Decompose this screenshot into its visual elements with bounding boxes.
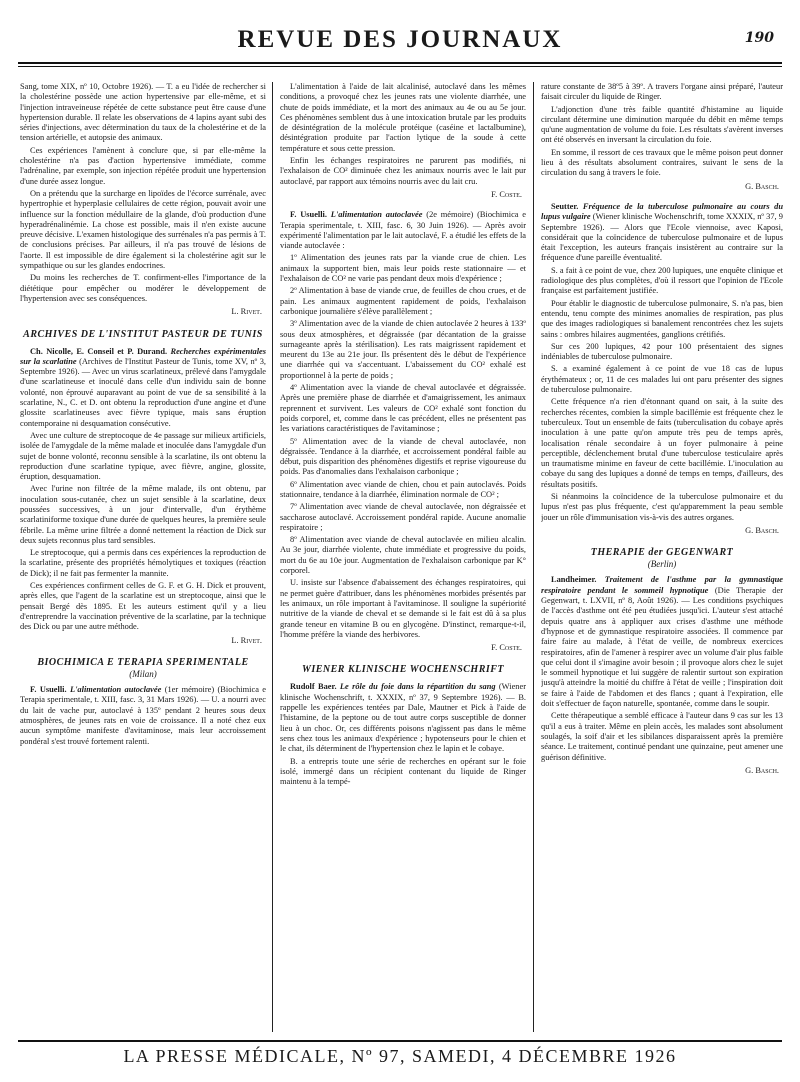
article-title: Fréquence de la tuberculose pulmonaire au cours du lupus vulgaire bbox=[541, 201, 783, 222]
article-title: Le rôle du foie dans la répartition du sang bbox=[339, 682, 496, 692]
signature: L. Rivet. bbox=[231, 635, 262, 645]
paragraph: L'alimentation à l'aide de lait alcalinisé, autoclavé dans les mêmes conditions, a provoqué chez les jeunes rats une violente diarrhée, une chute de poids immédiate, et la mort des animaux au 4e ou au 5e jour. Ces phénomènes semblent dus à une intoxication brutale par les produits de désintégration de la molécule protéique (caséine et lactalbumine), désintégration produite par l'action lytique de la soude à cette température et sous cette pression. bbox=[280, 82, 526, 153]
article-title: L'alimentation autoclavée bbox=[69, 685, 162, 695]
paragraph: Cette thérapeutique a semblé efficace à l'auteur dans 9 cas sur les 13 qu'il a eus à traiter. Même en plein accès, les malades sont absolument soulagés, la soif d'air et les sibilances disparaissent après la première séance. Le traitement, continué pendant une quinzaine, peut amener une guérison définitive. bbox=[541, 711, 783, 762]
column-left bbox=[20, 82, 266, 1032]
signature: G. Basch. bbox=[745, 765, 779, 775]
paragraph: Ces expériences confirment celles de G. F. et G. H. Dick et prouvent, après elles, que l'agent de la scarlatine est un streptocoque, ainsi que le pensait Bergé dès 1895. Et les auteurs estiment qu'il y a lieu d'entreprendre la vaccination préventive de la scarlatine, par la technique des Dick ou par une autre méthode. bbox=[20, 581, 266, 632]
list-item: 7º Alimentation avec viande de cheval autoclavée, non dégraissée et saccharose autoclavé. Accroissement pondéral rapide. Aucune anomalie respiratoire ; bbox=[280, 502, 526, 532]
paragraph: B. a entrepris toute une série de recherches en opérant sur le foie isolé, immergé dans un récipient contenant du liquide de Ringer maintenu à la tempé- bbox=[280, 756, 526, 787]
section-heading: BIOCHIMICA E TERAPIA SPERIMENTALE bbox=[37, 656, 249, 668]
paragraph: Cette fréquence n'a rien d'étonnant quand on sait, à la suite des recherches récentes, combien la simple bacillémie est fréquente chez le tuberculeux. Tout un ensemble de faits (tuberculisation du cobaye après inoculation à une patte qu'on ampute très peu de temps après, localisation rénale secondaire à un foyer pulmonaire à peine perceptible, déclenchement brutal d'une tuberculose testiculaire après un traumatisme minime en faveur de cette bacillémie. L'inoculation au cobaye du sang des lupiques a donné de temps en temps, d'ailleurs, des résultats positifs. bbox=[541, 397, 783, 489]
column-middle bbox=[280, 82, 526, 1032]
article-title: L'alimentation autoclavée bbox=[330, 210, 423, 220]
paragraph: Enfin les échanges respiratoires ne parurent pas modifiés, ni l'exhalaison de CO² diminuée chez les animaux nourris avec le lait pur autoclavé, par rapport aux témoins nourris avec du lait cru. bbox=[280, 156, 526, 186]
section-subheading: (Berlin) bbox=[647, 559, 677, 570]
header-rule-thin bbox=[18, 66, 782, 67]
list-item: 5º Alimentation avec de la viande de cheval autoclavée, non dégraissée. Tendance à la diarrhée, et accroissement pondéral faible au début, puis disparition des phénomènes digestifs et reprise vigoureuse du poids. Pas d'anomalies dans l'exhalaison carbonique ; bbox=[280, 436, 526, 477]
paragraph: Avec l'urine non filtrée de la même malade, ils ont obtenu, par inoculation sous-cutanée, chez un sujet sensible à la scarlatine, deux poussées successives, à un jour d'intervalle, d'un érythème scarlatiniforme toxique d'une durée de quelques heures, la première seule fébrile. La même urine filtrée a donné nettement la réaction de Dick sur deux sujets reconnus plus tard sensibles. bbox=[20, 484, 266, 545]
signature: G. Basch. bbox=[745, 181, 779, 191]
page-header bbox=[18, 20, 782, 70]
list-item: 2º Alimentation à base de viande crue, de feuilles de chou crues, et de pain. Les animaux augmentent rapidement de poids, l'exhalaison carbonique journalière s'élève parallèlement ; bbox=[280, 286, 526, 316]
article-title: Traitement de l'asthme par la gymnastique respiratoire pendant le sommeil hypnotique bbox=[541, 575, 783, 595]
paragraph: L'adjonction d'une très faible quantité d'histamine au liquide circulant détermine une diminution marquée du débit en même temps qu'une augmentation de volume du foie. Les résultats s'avèrent inverses ont été observés en inversant la circulation du foie. bbox=[541, 104, 783, 145]
page-footer bbox=[18, 1040, 782, 1074]
signature: L. Rivet. bbox=[231, 307, 262, 317]
paragraph: S. a fait à ce point de vue, chez 200 lupiques, une enquête clinique et radiologique des plus complètes, d'où il ressort que l'opinion de l'Ecole française est parfaitement justifiée. bbox=[541, 265, 783, 296]
paragraph: On a prétendu que la surcharge en lipoïdes de l'écorce surrénale, avec hypertrophie et hyperplasie cellulaires de cette région, pouvait avoir une influence sur la fonction médullaire de la glande, d'où production d'une hyperadrénalinémie. La chose est possible, mais il n'en existe aucune preuve décisive. L'examen histologique des surrénales n'a pas permis à T. de conclusions précises. Par ailleurs, il n'a pas trouvé de lésions de l'aorte. Il est impossible de dire également si la cholestérine agit sur le sympathique ou sur les glandes endocrines. bbox=[20, 188, 266, 271]
list-item: 6º Alimentation avec viande de chien, chou et pain autoclavés. Poids stationnaire, tendance à la diarrhée, élimination normale de CO² ; bbox=[280, 479, 526, 499]
paragraph: Pour établir le diagnostic de tuberculose pulmonaire, S. n'a pas, bien entendu, tenu compte des minimes anomalies de respiration, pas plus que des images radiologiques si banalement rencontrées chez les sujets sains : ombres hilaires augmentées, ganglions crétifiés. bbox=[541, 298, 783, 339]
paragraph: Si néanmoins la coïncidence de la tuberculose pulmonaire et du lupus n'est pas plus fréquente, c'est qu'apparemment la peau semble jouer un rôle d'immunisation vis-à-vis des autres organes. bbox=[541, 491, 783, 522]
article-text: (Archives de l'Institut Pasteur de Tunis, tome XV, nº 3, Septembre 1926). — Avec un virus scarlatineux, prélevé dans l'amygdale d'une scarlatineuse et inoculé dans celle d'un individu sain de bonne volonté, non éprouvé auparavant au point de vue de sa sensibilité à la scarlatine, N., C. et D. ont obtenu la reproduction d'une angine et d'une glossite scarlatineuses avec fièvre typique, mais sans éruption contemporaine ni desquamation consécutive. bbox=[20, 356, 266, 428]
paragraph: Ces expériences l'amènent à conclure que, si par elle-même la cholestérine n'a pas d'action hypertensive immédiate, comme l'adrénaline, par exemple, son injection répétée produit une hypertension d'une durée assez longue. bbox=[20, 145, 266, 186]
paragraph: Sang, tome XIX, nº 10, Octobre 1926). — T. a eu l'idée de rechercher si la cholestérine possède une action hypertensive par elle-même, et si l'injection intraveineuse répétée de cette substance peut être cause d'une hypertension durable. Il relate les observations de 4 lapins ayant subi des séries d'injections, avec détermination du taux de la cholestérine et de la tension artérielle, et autopsie des animaux. bbox=[20, 82, 266, 143]
article-text: (1er mémoire) (Biochimica e Terapia sperimentale, t. XIII, fasc. 3, 31 Mars 1926). — U. a nourri avec du lait de vache pur, autoclavé à 135º pendant 2 heures sous deux atmosphères, de jeunes rats en voie de croissance. Il a noté chez eux aucun symptôme manifeste d'avitaminose, mais leur accroissement pondéral s'est trouvé fortement ralenti. bbox=[20, 685, 266, 746]
article-author: F. Usuelli. bbox=[290, 210, 327, 220]
footer-rule bbox=[18, 1040, 782, 1042]
paragraph: S. a examiné également à ce point de vue 18 cas de lupus érythémateux ; or, 11 de ces malades lui ont paru présenter des signes de tuberculose pulmonaire. bbox=[541, 364, 783, 395]
article-text: (Wiener klinische Wochenschrift, t. XXXIX, nº 37, 9 Septembre 1926). — B. rappelle les expériences tentées par Dale, Mautner et Pick à l'aide de l'histamine, de la peptone ou de tout autre corps susceptible de donner lieu à un choc. Or, ces différents poisons n'agissent pas dans le même sens chez tous les animaux d'expérience ; hypotenseurs pour le chien et le chat, ils déterminent de l'hypertension chez le lapin et le cobaye. bbox=[280, 682, 526, 754]
signature: F. Coste. bbox=[491, 189, 522, 199]
paragraph: rature constante de 38º5 à 39º. A travers l'organe ainsi préparé, l'auteur faisait circuler du liquide de Ringer. bbox=[541, 82, 783, 102]
article-text: (Die Therapie der Gegenwart, t. LXVII, nº 8, Août 1926). — Les conditions psychiques de l'accès d'asthme ont été peu étudiées jusqu'ici. L'auteur s'est attaché depuis quatre ans à appliquer aux crises d'asthme une méthode d'hypnose et de gymnastique respiratoire associées. Il commence par faire faire au malade, à l'état de veille, de nombreux exercices respiratoires, afin de l'amener à respirer avec un volume d'air plus faible que celui dont il s'imagine avoir besoin ; il provoque alors chez le sujet le sommeil hypnotique et lui suggère de ralentir surtout son expiration jusqu'à atteindre la moitié du chiffre à l'état de veille ; l'inspiration doit se faire à l'aide de l'abdomen et des flancs ; quant à l'expiration, elle doit s'effectuer de façon naturelle, spontanée, comme dans le soupir. bbox=[541, 585, 783, 709]
paragraph: U. insiste sur l'absence d'abaissement des échanges respiratoires, qui ne permet guère d'attribuer, dans les phénomènes morbides présentés par les animaux, un rôle important à l'avitaminose. Il souligne la supériorité nutritive de la viande de cheval et se demande si le fait est dû à sa plus grande teneur en vitamine B ou en glycogène. D'instinct, remarque-t-il, l'homme préfère la viande des herbivores. bbox=[280, 578, 526, 639]
list-item: 4º Alimentation avec la viande de cheval autoclavée et dégraissée. Après une première phase de diarrhée et d'amaigrissement, les animaux reprennent et survivent. Les valeurs de CO² exhalé sont fonction du poids corporel, et, comme dans le cas précédent, elles ne présentent pas les variations caractéristiques de l'avitaminose ; bbox=[280, 383, 526, 434]
section-heading: ARCHIVES DE L'INSTITUT PASTEUR DE TUNIS bbox=[23, 328, 263, 340]
paragraph: Sur ces 200 lupiques, 42 pour 100 présentaient des signes indéniables de tuberculose pulmonaire. bbox=[541, 341, 783, 362]
article-author: Landheimer. bbox=[551, 575, 597, 585]
column-divider bbox=[272, 82, 273, 1032]
section-subheading: (Milan) bbox=[129, 668, 157, 679]
page-number: 190 bbox=[744, 30, 774, 46]
paragraph: En somme, il ressort de ces travaux que le même poison peut donner lieu à des résultats absolument contraires, suivant le sens de la circulation du sang à travers le foie. bbox=[541, 147, 783, 178]
column-right bbox=[541, 82, 783, 1032]
section-heading: WIENER KLINISCHE WOCHENSCHRIFT bbox=[301, 664, 505, 676]
article-author: Ch. Nicolle, E. Conseil et P. Durand. bbox=[30, 346, 168, 356]
footer-text: LA PRESSE MÉDICALE, Nº 97, SAMEDI, 4 DÉCEMBRE 1926 bbox=[123, 1046, 677, 1066]
header-rule bbox=[18, 62, 782, 64]
paragraph: Avec une culture de streptocoque de 4e passage sur milieux artificiels, isolée de l'amygdale de la même malade et inoculée dans l'amygdale d'un sujet de bonne volonté, reconnu sensible à la scarlatine, ils ont obtenu la reproduction d'une scarlatine typique, avec fièvre, angine, glossite, éruption, desquamation. bbox=[20, 430, 266, 482]
paragraph: Le streptocoque, qui a permis dans ces expériences la reproduction de la scarlatine, présente des propriétés hémolytiques et toxiques (réaction de Dick); il ne fait pas fermenter la mannite. bbox=[20, 548, 266, 578]
signature: F. Coste. bbox=[491, 643, 522, 653]
article-author: F. Usuelli. bbox=[30, 685, 67, 695]
article-text: (Wiener klinische Wochenschrift, tome XXXIX, nº 37, 9 Septembre 1926). — Alors que l'Ecole viennoise, avec Kaposi, considérait que la coïncidence de tuberculose pulmonaire et de lupus était l'exception, les auteurs français insistèrent au contraire sur la fréquence d'une pareille éventualité. bbox=[541, 212, 783, 263]
paragraph: Du moins les recherches de T. confirment-elles l'importance de la diététique pour empêcher ou modérer le développement de l'hypertension avec ses conséquences. bbox=[20, 273, 266, 303]
article-author: Seutter. bbox=[551, 201, 579, 211]
section-heading: THERAPIE der GEGENWART bbox=[590, 547, 734, 559]
column-divider bbox=[533, 82, 534, 1032]
article-text: (2e mémoire) (Biochimica e Terapia sperimentale, t. XIII, fasc. 6, 30 Juin 1926). — Après avoir expérimenté l'alimentation par le lait autoclavé, F. a étudié les effets de la viande autoclavée : bbox=[280, 210, 526, 251]
article-title: Recherches expérimentales sur la scarlatine bbox=[20, 346, 266, 366]
list-item: 3º Alimentation avec de la viande de chien autoclavée 2 heures à 133º sous deux atmosphères, et dégraissée (par décantation de la graisse surnageante après la stérilisation). Les rats maigrissent rapidement et meurent du 13e au 21e jour. Ils présentent dès le début de l'expérience une diarrhée qui va s'accentuant. L'abaissement du CO² exhalé est proportionnel à la perte de poids ; bbox=[280, 319, 526, 380]
article-author: Rudolf Baer. bbox=[290, 682, 337, 692]
journal-section-title: REVUE DES JOURNAUX bbox=[237, 26, 563, 53]
list-item: 1º Alimentation des jeunes rats par la viande crue de chien. Les animaux la supportent bien, mais leur poids reste stationnaire — et l'exhalaison de CO² ne varie pas pendant deux mois d'expérience ; bbox=[280, 253, 526, 284]
signature: G. Basch. bbox=[745, 525, 779, 535]
list-item: 8º Alimentation avec viande de cheval autoclavée en milieu alcalin. Au 3e jour, diarrhée violente, chute immédiate et progressive du poids, mort du 6e au 10e jour. Augmentation de l'exhalaison carbonique par K° corporel. bbox=[280, 535, 526, 576]
